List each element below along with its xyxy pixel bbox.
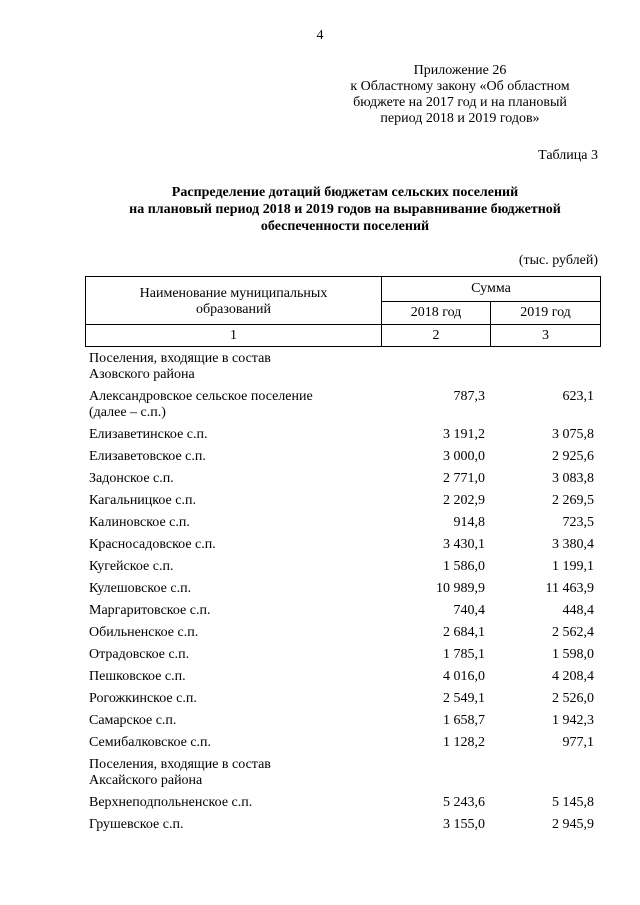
- row-name: Калиновское с.п.: [89, 515, 190, 530]
- row-value-2018: 5 243,6: [443, 795, 485, 810]
- row-value-2018: 10 989,9: [436, 581, 485, 596]
- row-value-2019: 2 269,5: [552, 493, 594, 508]
- row-name: Пешковское с.п.: [89, 669, 186, 684]
- row-name-line-2: (далее – с.п.): [89, 405, 166, 420]
- row-value-2018: 1 128,2: [443, 735, 485, 750]
- row-name: Грушевское с.п.: [89, 817, 184, 832]
- row-value-2019: 4 208,4: [552, 669, 594, 684]
- row-value-2018: 2 202,9: [443, 493, 485, 508]
- row-value-2019: 5 145,8: [552, 795, 594, 810]
- header-year-2018: 2018 год: [410, 305, 462, 320]
- row-value-2018: 914,8: [453, 515, 485, 530]
- header-year-2019: 2019 год: [520, 305, 571, 320]
- row-name: Кагальницкое с.п.: [89, 493, 196, 508]
- row-name: Рогожкинское с.п.: [89, 691, 197, 706]
- row-name: Кугейское с.п.: [89, 559, 174, 574]
- row-name: Елизаветовское с.п.: [89, 449, 206, 464]
- header-sum: Сумма: [471, 281, 511, 296]
- row-value-2018: 3 155,0: [443, 817, 485, 832]
- header-divider-sum: [381, 301, 600, 302]
- row-value-2019: 1 199,1: [552, 559, 594, 574]
- row-name-line-1: Александровское сельское поселение: [89, 389, 313, 404]
- row-value-2019: 977,1: [562, 735, 594, 750]
- row-value-2019: 623,1: [562, 389, 594, 404]
- row-value-2018: 1 658,7: [443, 713, 485, 728]
- row-value-2019: 723,5: [562, 515, 594, 530]
- row-name: Отрадовское с.п.: [89, 647, 190, 662]
- appendix-reference: [320, 63, 600, 127]
- row-value-2019: 2 925,6: [552, 449, 594, 464]
- row-name: Семибалковское с.п.: [89, 735, 212, 750]
- row-name: [89, 351, 359, 383]
- row-value-2019: 11 463,9: [545, 581, 594, 596]
- row-name: Красносадовское с.п.: [89, 537, 216, 552]
- row-name: [89, 389, 359, 421]
- title-line-3: обеспеченности поселений: [260, 219, 430, 234]
- header-name-line-2: образований: [196, 302, 271, 317]
- table-header: [85, 276, 601, 347]
- row-name: [89, 757, 359, 789]
- table-label: Таблица 3: [538, 148, 598, 163]
- row-value-2019: 448,4: [562, 603, 594, 618]
- row-value-2019: 2 562,4: [552, 625, 594, 640]
- row-value-2018: 787,3: [453, 389, 485, 404]
- row-value-2019: 1 598,0: [552, 647, 594, 662]
- row-value-2018: 3 430,1: [443, 537, 485, 552]
- row-name: Самарское с.п.: [89, 713, 177, 728]
- appendix-law-line-3: период 2018 и 2019 годов»: [380, 111, 540, 126]
- row-value-2019: 2 945,9: [552, 817, 594, 832]
- header-divider-numbers: [86, 324, 600, 325]
- row-name-line-1: Поселения, входящие в состав: [89, 351, 271, 366]
- row-name-line-2: Аксайского района: [89, 773, 203, 788]
- row-value-2019: 2 526,0: [552, 691, 594, 706]
- row-name-line-2: Азовского района: [89, 367, 195, 382]
- header-col-number-2: 2: [432, 328, 440, 343]
- appendix-title: Приложение 26: [413, 63, 507, 78]
- row-value-2018: 2 771,0: [443, 471, 485, 486]
- row-name: Задонское с.п.: [89, 471, 174, 486]
- appendix-law-line-1: к Областному закону «Об областном: [350, 79, 570, 94]
- row-name: Верхнеподпольненское с.п.: [89, 795, 253, 810]
- row-name: Маргаритовское с.п.: [89, 603, 211, 618]
- row-name-line-1: Поселения, входящие в состав: [89, 757, 271, 772]
- row-name: Обильненское с.п.: [89, 625, 199, 640]
- row-value-2018: 3 191,2: [443, 427, 485, 442]
- row-value-2019: 3 075,8: [552, 427, 594, 442]
- row-value-2018: 2 549,1: [443, 691, 485, 706]
- header-name-line-1: Наименование муниципальных: [139, 286, 328, 301]
- row-value-2019: 3 380,4: [552, 537, 594, 552]
- units-label: (тыс. рублей): [518, 253, 598, 268]
- header-name-column: [86, 286, 381, 318]
- row-value-2018: 1 586,0: [443, 559, 485, 574]
- appendix-law-line-2: бюджете на 2017 год и на плановый: [353, 95, 567, 110]
- title-line-2: на плановый период 2018 и 2019 годов на выравнивание бюджетной: [129, 202, 561, 217]
- header-col-number-3: 3: [542, 328, 549, 343]
- row-value-2018: 4 016,0: [443, 669, 485, 684]
- row-name: Елизаветинское с.п.: [89, 427, 208, 442]
- row-value-2019: 1 942,3: [552, 713, 594, 728]
- row-name: Кулешовское с.п.: [89, 581, 192, 596]
- page-number: 4: [316, 28, 324, 43]
- row-value-2018: 740,4: [453, 603, 485, 618]
- row-value-2018: 2 684,1: [443, 625, 485, 640]
- row-value-2018: 3 000,0: [443, 449, 485, 464]
- header-col-number-1: 1: [230, 328, 237, 343]
- title-line-1: Распределение дотаций бюджетам сельских поселений: [171, 185, 519, 200]
- document-title: [60, 184, 630, 235]
- row-value-2019: 3 083,8: [552, 471, 594, 486]
- row-value-2018: 1 785,1: [443, 647, 485, 662]
